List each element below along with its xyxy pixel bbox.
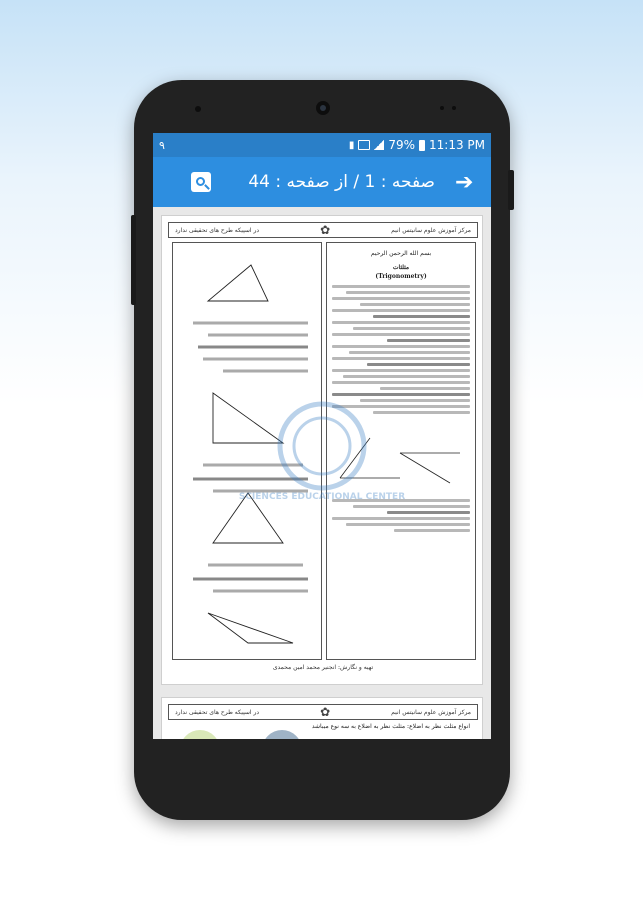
header-left-text-2: در اسپیکه طرح های تحقیقی ندارد: [175, 708, 260, 716]
text-line: [332, 517, 470, 520]
document-page-1: [161, 215, 483, 685]
page2-figure-2: [262, 730, 302, 739]
page-indicator: صفحه : 1 / از صفحه : 44: [248, 172, 435, 192]
angle-diagram: [330, 423, 470, 493]
text-line: [394, 529, 470, 532]
text-line: [360, 303, 470, 306]
text-line: [332, 369, 470, 372]
search-icon: [191, 172, 211, 192]
status-icons: [349, 138, 485, 152]
wifi-icon: [358, 140, 370, 150]
text-line: [346, 523, 470, 526]
search-icon-handle: [204, 184, 210, 190]
text-line: [373, 315, 470, 318]
battery-percent: 79%: [388, 138, 415, 152]
header-logo-icon: ✿: [320, 705, 331, 719]
notification-count: ٩: [159, 138, 165, 152]
text-line: [387, 339, 470, 342]
search-button[interactable]: [189, 170, 213, 194]
text-line: [373, 411, 470, 414]
signal-icon: [374, 140, 384, 150]
document-viewer[interactable]: [153, 207, 491, 739]
app-bar: [153, 157, 491, 207]
sensor-dot-1: [440, 106, 444, 110]
download-icon: ▮: [348, 139, 355, 151]
text-line: [332, 297, 470, 300]
text-line: [332, 393, 470, 396]
sensor-dot-2: [452, 106, 456, 110]
text-line: [343, 375, 470, 378]
text-line: [367, 363, 471, 366]
header-right-text: مرکز آموزش علوم سانیتس انیم: [391, 226, 471, 234]
triangle-1: [208, 265, 268, 301]
front-camera-lens: [320, 105, 326, 111]
triangle-2: [213, 393, 283, 443]
triangle-4: [208, 613, 293, 643]
text-line: [353, 505, 470, 508]
header-logo-icon: ✿: [320, 223, 331, 237]
text-line: [387, 511, 470, 514]
document-title-en: (Trigonometry): [375, 273, 427, 281]
phone-screen: [153, 133, 491, 739]
page2-first-line: انواع مثلث نظر به اضلاع: مثلث نظر به اضلاع به سه نوع میباشد: [311, 723, 470, 730]
proximity-sensor: [195, 106, 201, 112]
text-line: [346, 291, 470, 294]
text-line: [332, 333, 470, 336]
text-line: [332, 357, 470, 360]
watermark-text: SCIENCES EDUCATIONAL CENTER: [238, 492, 406, 502]
document-intro: بسم الله الرحمن الرحیم: [370, 250, 432, 257]
text-line: [332, 345, 470, 348]
header-right-text-2: مرکز آموزش علوم سانیتس انیم: [391, 708, 471, 716]
document-figure-column: [172, 242, 322, 660]
document-page-2: [161, 697, 483, 739]
clock: 11:13 PM: [429, 138, 485, 152]
text-line: [349, 351, 470, 354]
document-title-fa: مثلثات: [392, 263, 410, 271]
document-header: [168, 222, 478, 238]
battery-icon: [419, 140, 425, 151]
page2-figure-1: [180, 730, 220, 739]
triangle-figures: [173, 243, 323, 661]
text-line: [332, 321, 470, 324]
text-line: [332, 405, 470, 408]
text-line: [332, 309, 470, 312]
text-line: [332, 285, 470, 288]
text-line: [353, 327, 470, 330]
triangle-3: [213, 493, 283, 543]
status-bar: [153, 133, 491, 157]
text-line: [332, 499, 470, 502]
header-left-text: در اسپیکه طرح های تحقیقی ندارد: [175, 226, 260, 234]
document-text-column: [326, 242, 476, 660]
document-header-2: [168, 704, 478, 720]
document-footer: تهیه و نگارش: انجنیر محمد امین محمدی: [272, 664, 374, 671]
phone-side-button: [508, 170, 514, 210]
text-line: [332, 381, 470, 384]
text-line: [380, 387, 470, 390]
text-line: [360, 399, 470, 402]
back-button[interactable]: ➔: [455, 169, 474, 195]
phone-volume-button: [131, 215, 136, 305]
